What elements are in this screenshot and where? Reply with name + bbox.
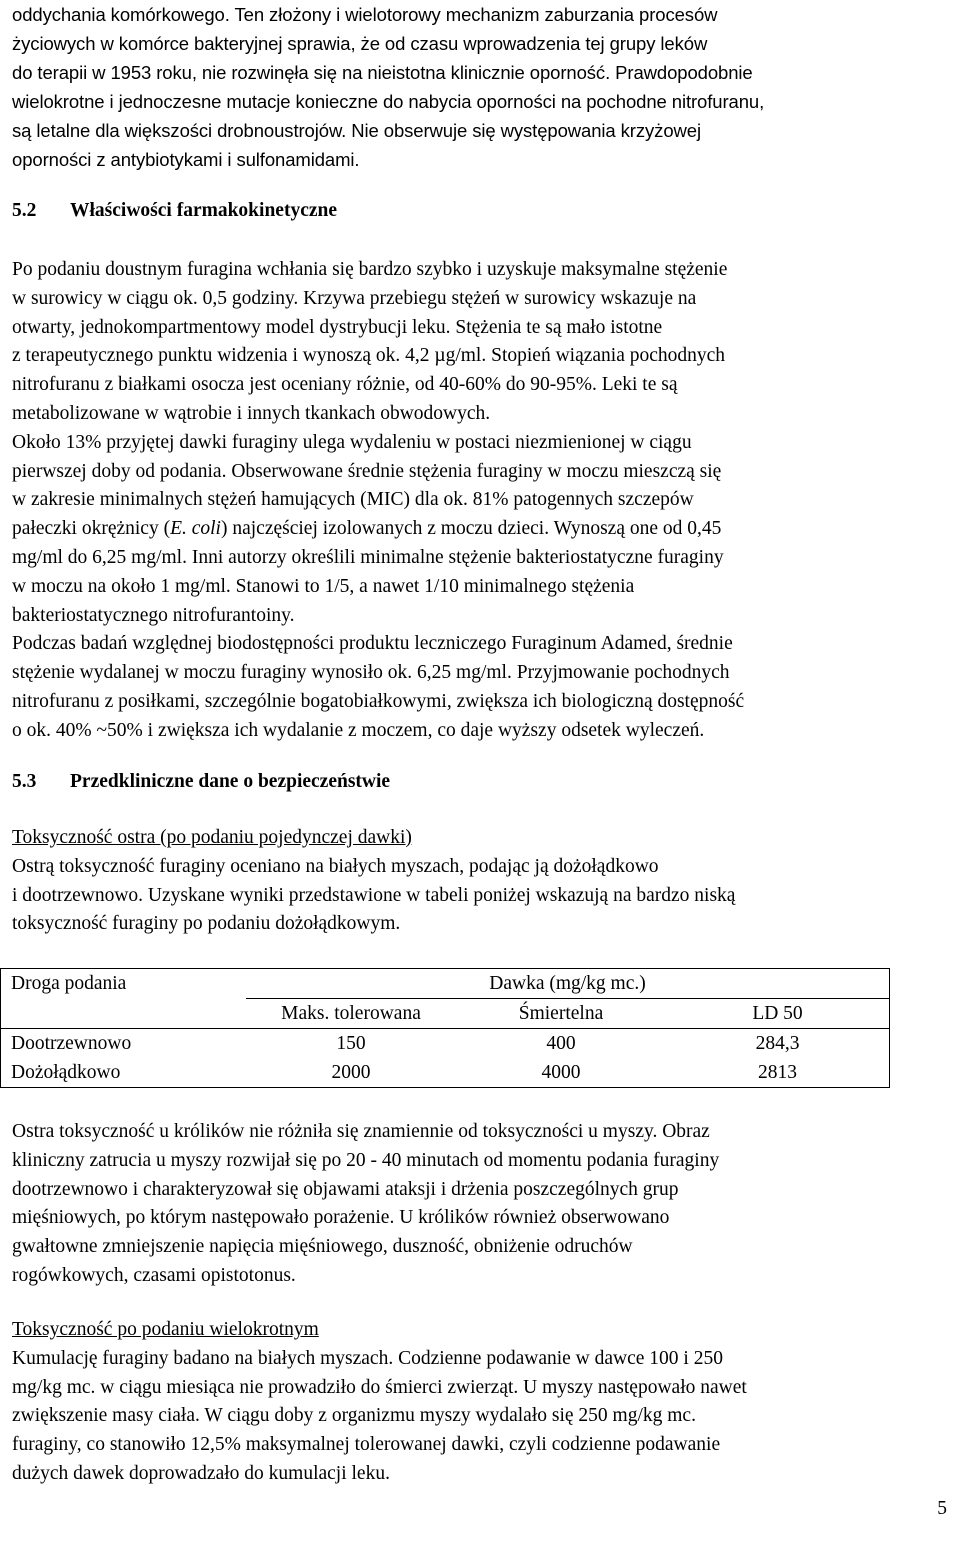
text-line: oporności z antybiotykami i sulfonamidami. xyxy=(12,149,360,170)
text-line-coli xyxy=(12,515,947,544)
value-cell: 4000 xyxy=(456,1058,666,1088)
subheader-lethal: Śmiertelna xyxy=(456,999,666,1029)
text-line: w zakresie minimalnych stężeń hamujących (MIC) dla ok. 81% patogennych szczepów xyxy=(12,489,694,511)
coli-italic: E. coli xyxy=(170,518,221,540)
text-line: wielokrotne i jednoczesne mutacje konieczne do nabycia oporności na pochodne nitrofuranu, xyxy=(12,91,765,112)
repeat-toxicity-block xyxy=(12,1316,947,1489)
text-line: Kumulację furaginy badano na białych myszach. Codzienne podawanie w dawce 100 i 250 xyxy=(12,1347,723,1369)
section-5-3-heading xyxy=(12,771,390,793)
coli-before: pałeczki okrężnicy ( xyxy=(12,518,171,540)
text-line: mg/kg mc. w ciągu miesiąca nie prowadziło do śmierci zwierząt. U myszy następowało nawet xyxy=(12,1376,747,1398)
text-line: furaginy, co stanowiło 12,5% maksymalnej tolerowanej dawki, czyli codzienne podawanie xyxy=(12,1434,721,1456)
text-line: metabolizowane w wątrobie i innych tkankach obwodowych. xyxy=(12,402,491,424)
acute-toxicity-block xyxy=(12,824,947,939)
text-line: otwarty, jednokompartmentowy model dystrybucji leku. Stężenia te są mało istotne xyxy=(12,316,663,338)
text-line: gwałtowne zmniejszenie napięcia mięśniowego, duszność, obniżenie odruchów xyxy=(12,1236,633,1258)
text-line: kliniczny zatrucia u myszy rozwijał się po 20 - 40 minutach od momentu podania furaginy xyxy=(12,1149,720,1171)
text-line: są letalne dla większości drobnoustrojów. Nie obserwuje się występowania krzyżowej xyxy=(12,120,701,141)
subheader-max-tolerated: Maks. tolerowana xyxy=(246,999,456,1029)
text-line: bakteriostatycznego nitrofurantoiny. xyxy=(12,604,295,626)
table-row xyxy=(1,1058,890,1088)
toxicity-table xyxy=(0,968,890,1088)
section-number: 5.2 xyxy=(12,200,37,221)
text-line: stężenie wydalanej w moczu furaginy wynosiło ok. 6,25 mg/ml. Przyjmowanie pochodnych xyxy=(12,662,730,684)
text-line: nitrofuranu z posiłkami, szczególnie bogatobiałkowymi, zwiększa ich biologiczną dostępność xyxy=(12,690,745,712)
value-cell: 284,3 xyxy=(666,1029,890,1059)
table-subheader-row xyxy=(1,999,890,1029)
text-line: Ostra toksyczność u królików nie różniła się znamiennie od toksyczności u myszy. Obraz xyxy=(12,1121,710,1142)
pharmacokinetics-paragraph xyxy=(12,256,947,746)
value-cell: 2813 xyxy=(666,1058,890,1088)
text-line: w moczu na około 1 mg/ml. Stanowi to 1/5, a nawet 1/10 minimalnego stężenia xyxy=(12,575,635,597)
text-line: dużych dawek doprowadzało do kumulacji leku. xyxy=(12,1462,390,1484)
text-line: toksyczność furaginy po podaniu dożołądkowym. xyxy=(12,913,401,935)
section-number: 5.3 xyxy=(12,771,37,792)
subheader-ld50: LD 50 xyxy=(666,999,890,1029)
value-cell: 400 xyxy=(546,1032,576,1054)
text-line: Po podaniu doustnym furagina wchłania się bardzo szybko i uzyskuje maksymalne stężenie xyxy=(12,259,728,280)
text-line: do terapii w 1953 roku, nie rozwinęła się na nieistotna klinicznie oporność. Prawdopodobnie xyxy=(12,62,753,83)
text-line: oddychania komórkowego. Ten złożony i wielotorowy mechanizm zaburzania procesów xyxy=(12,4,718,25)
text-line: mg/ml do 6,25 mg/ml. Inni autorzy określili minimalne stężenie bakteriostatyczne furaginy xyxy=(12,546,724,568)
value-cell: 2000 xyxy=(246,1058,456,1088)
table-header-row xyxy=(1,969,890,999)
text-line: Ostrą toksyczność furaginy oceniano na białych myszach, podając ją dożołądkowo xyxy=(12,855,659,877)
value-cell: 150 xyxy=(336,1032,366,1054)
page-number: 5 xyxy=(937,1498,947,1519)
text-line: nitrofuranu z białkami osocza jest oceniany różnie, od 40-60% do 90-95%. Leki te są xyxy=(12,374,678,396)
header-route: Droga podania xyxy=(1,969,247,999)
table-row xyxy=(1,1029,890,1059)
rabbit-toxicity-paragraph xyxy=(12,1118,947,1291)
text-line: rogówkowych, czasami opistotonus. xyxy=(12,1264,296,1286)
text-line: pierwszej doby od podania. Obserwowane średnie stężenia furaginy w moczu mieszczą się xyxy=(12,460,722,482)
empty-cell xyxy=(1,999,247,1029)
intro-paragraph xyxy=(12,0,947,174)
text-line: życiowych w komórce bakteryjnej sprawia, że od czasu wprowadzenia tej grupy leków xyxy=(12,33,708,54)
subheading-repeat-toxicity: Toksyczność po podaniu wielokrotnym xyxy=(12,1319,319,1340)
text-line: Około 13% przyjętej dawki furaginy ulega wydaleniu w postaci niezmienionej w ciągu xyxy=(12,431,692,453)
subheading-acute-toxicity: Toksyczność ostra (po podaniu pojedynczej dawki) xyxy=(12,827,412,848)
coli-after: ) najczęściej izolowanych z moczu dzieci. Wynoszą one od 0,45 xyxy=(220,518,722,540)
section-title: Właściwości farmakokinetyczne xyxy=(70,200,338,221)
text-line: dootrzewnowo i charakteryzował się objawami ataksji i drżenia poszczególnych grup xyxy=(12,1178,679,1200)
header-dose: Dawka (mg/kg mc.) xyxy=(246,969,890,999)
route-cell: Dootrzewnowo xyxy=(1,1029,247,1059)
text-line: mięśniowych, po którym następowało porażenie. U królików również obserwowano xyxy=(12,1207,670,1229)
text-line: zwiększenie masy ciała. W ciągu doby z organizmu myszy wydalało się 250 mg/kg mc. xyxy=(12,1405,696,1427)
section-5-2-heading xyxy=(12,200,337,222)
text-line: o ok. 40% ~50% i zwiększa ich wydalanie z moczem, co daje wyższy odsetek wyleczeń. xyxy=(12,719,705,741)
text-line: w surowicy w ciągu ok. 0,5 godziny. Krzywa przebiegu stężeń w surowicy wskazuje na xyxy=(12,287,697,309)
route-cell: Dożołądkowo xyxy=(1,1058,247,1088)
text-line: z terapeutycznego punktu widzenia i wynoszą ok. 4,2 µg/ml. Stopień wiązania pochodnych xyxy=(12,345,726,367)
section-title: Przedkliniczne dane o bezpieczeństwie xyxy=(70,771,391,792)
text-line: i dootrzewnowo. Uzyskane wyniki przedstawione w tabeli poniżej wskazują na bardzo niską xyxy=(12,884,736,906)
text-line: Podczas badań względnej biodostępności produktu leczniczego Furaginum Adamed, średnie xyxy=(12,633,733,655)
